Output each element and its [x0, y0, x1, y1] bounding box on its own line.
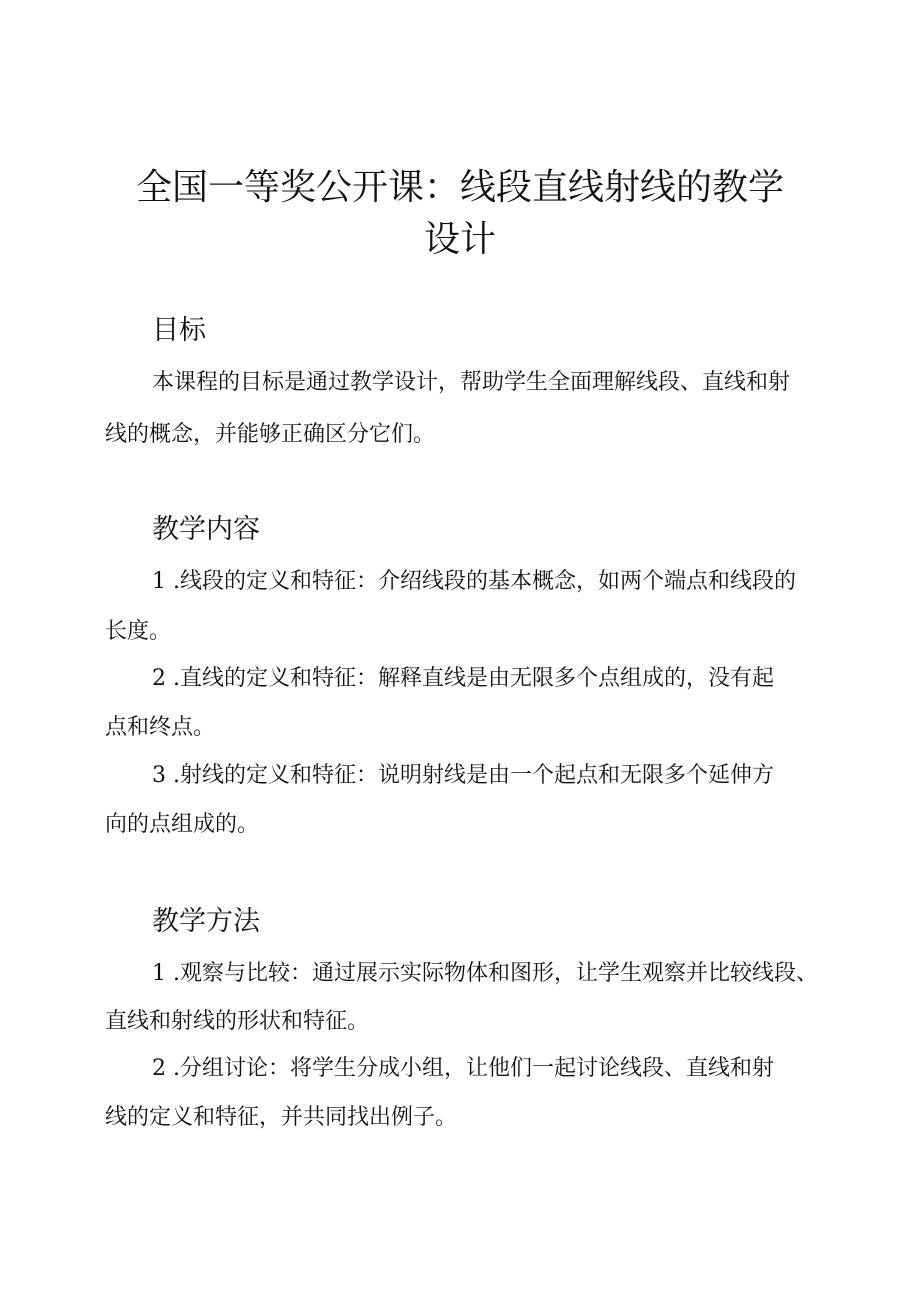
paragraph-text: 3 .射线的定义和特征：说明射线是由一个起点和无限多个延伸方: [152, 763, 774, 788]
goal-paragraph-line1: [105, 357, 825, 409]
section-heading-goal: 目标: [152, 315, 206, 346]
paragraph-text: 1 .观察与比较：通过展示实际物体和图形，让学生观察并比较线段、: [152, 961, 818, 986]
section-heading-method: 教学方法: [152, 906, 260, 937]
method-item-1-line2: 直线和射线的形状和特征。: [105, 1009, 370, 1034]
document-title-line1: 全国一等奖公开课：线段直线射线的教学: [135, 167, 784, 208]
paragraph-text: 1 .线段的定义和特征：介绍线段的基本概念，如两个端点和线段的: [152, 569, 796, 594]
document-title-line2: 设计: [423, 219, 496, 260]
method-item-1-line1: [105, 948, 825, 1000]
method-item-2-line1: [105, 1043, 825, 1095]
content-item-2-line1: [105, 653, 825, 705]
content-item-3-line1: [105, 750, 825, 802]
section-heading-content: 教学内容: [152, 514, 260, 545]
content-item-1-line1: [105, 556, 825, 608]
content-item-2-line2: 点和终点。: [105, 715, 216, 740]
method-item-2-line2: 线的定义和特征，并共同找出例子。: [105, 1105, 458, 1130]
paragraph-text: 本课程的目标是通过教学设计，帮助学生全面理解线段、直线和射: [152, 370, 791, 395]
paragraph-text: 2 .直线的定义和特征：解释直线是由无限多个点组成的，没有起: [152, 666, 774, 691]
paragraph-text: 2 .分组讨论：将学生分成小组，让他们一起讨论线段、直线和射: [152, 1056, 774, 1081]
content-item-3-line2: 向的点组成的。: [105, 812, 260, 837]
content-item-1-line2: 长度。: [105, 619, 172, 644]
goal-paragraph-line2: 线的概念，并能够正确区分它们。: [105, 422, 436, 447]
